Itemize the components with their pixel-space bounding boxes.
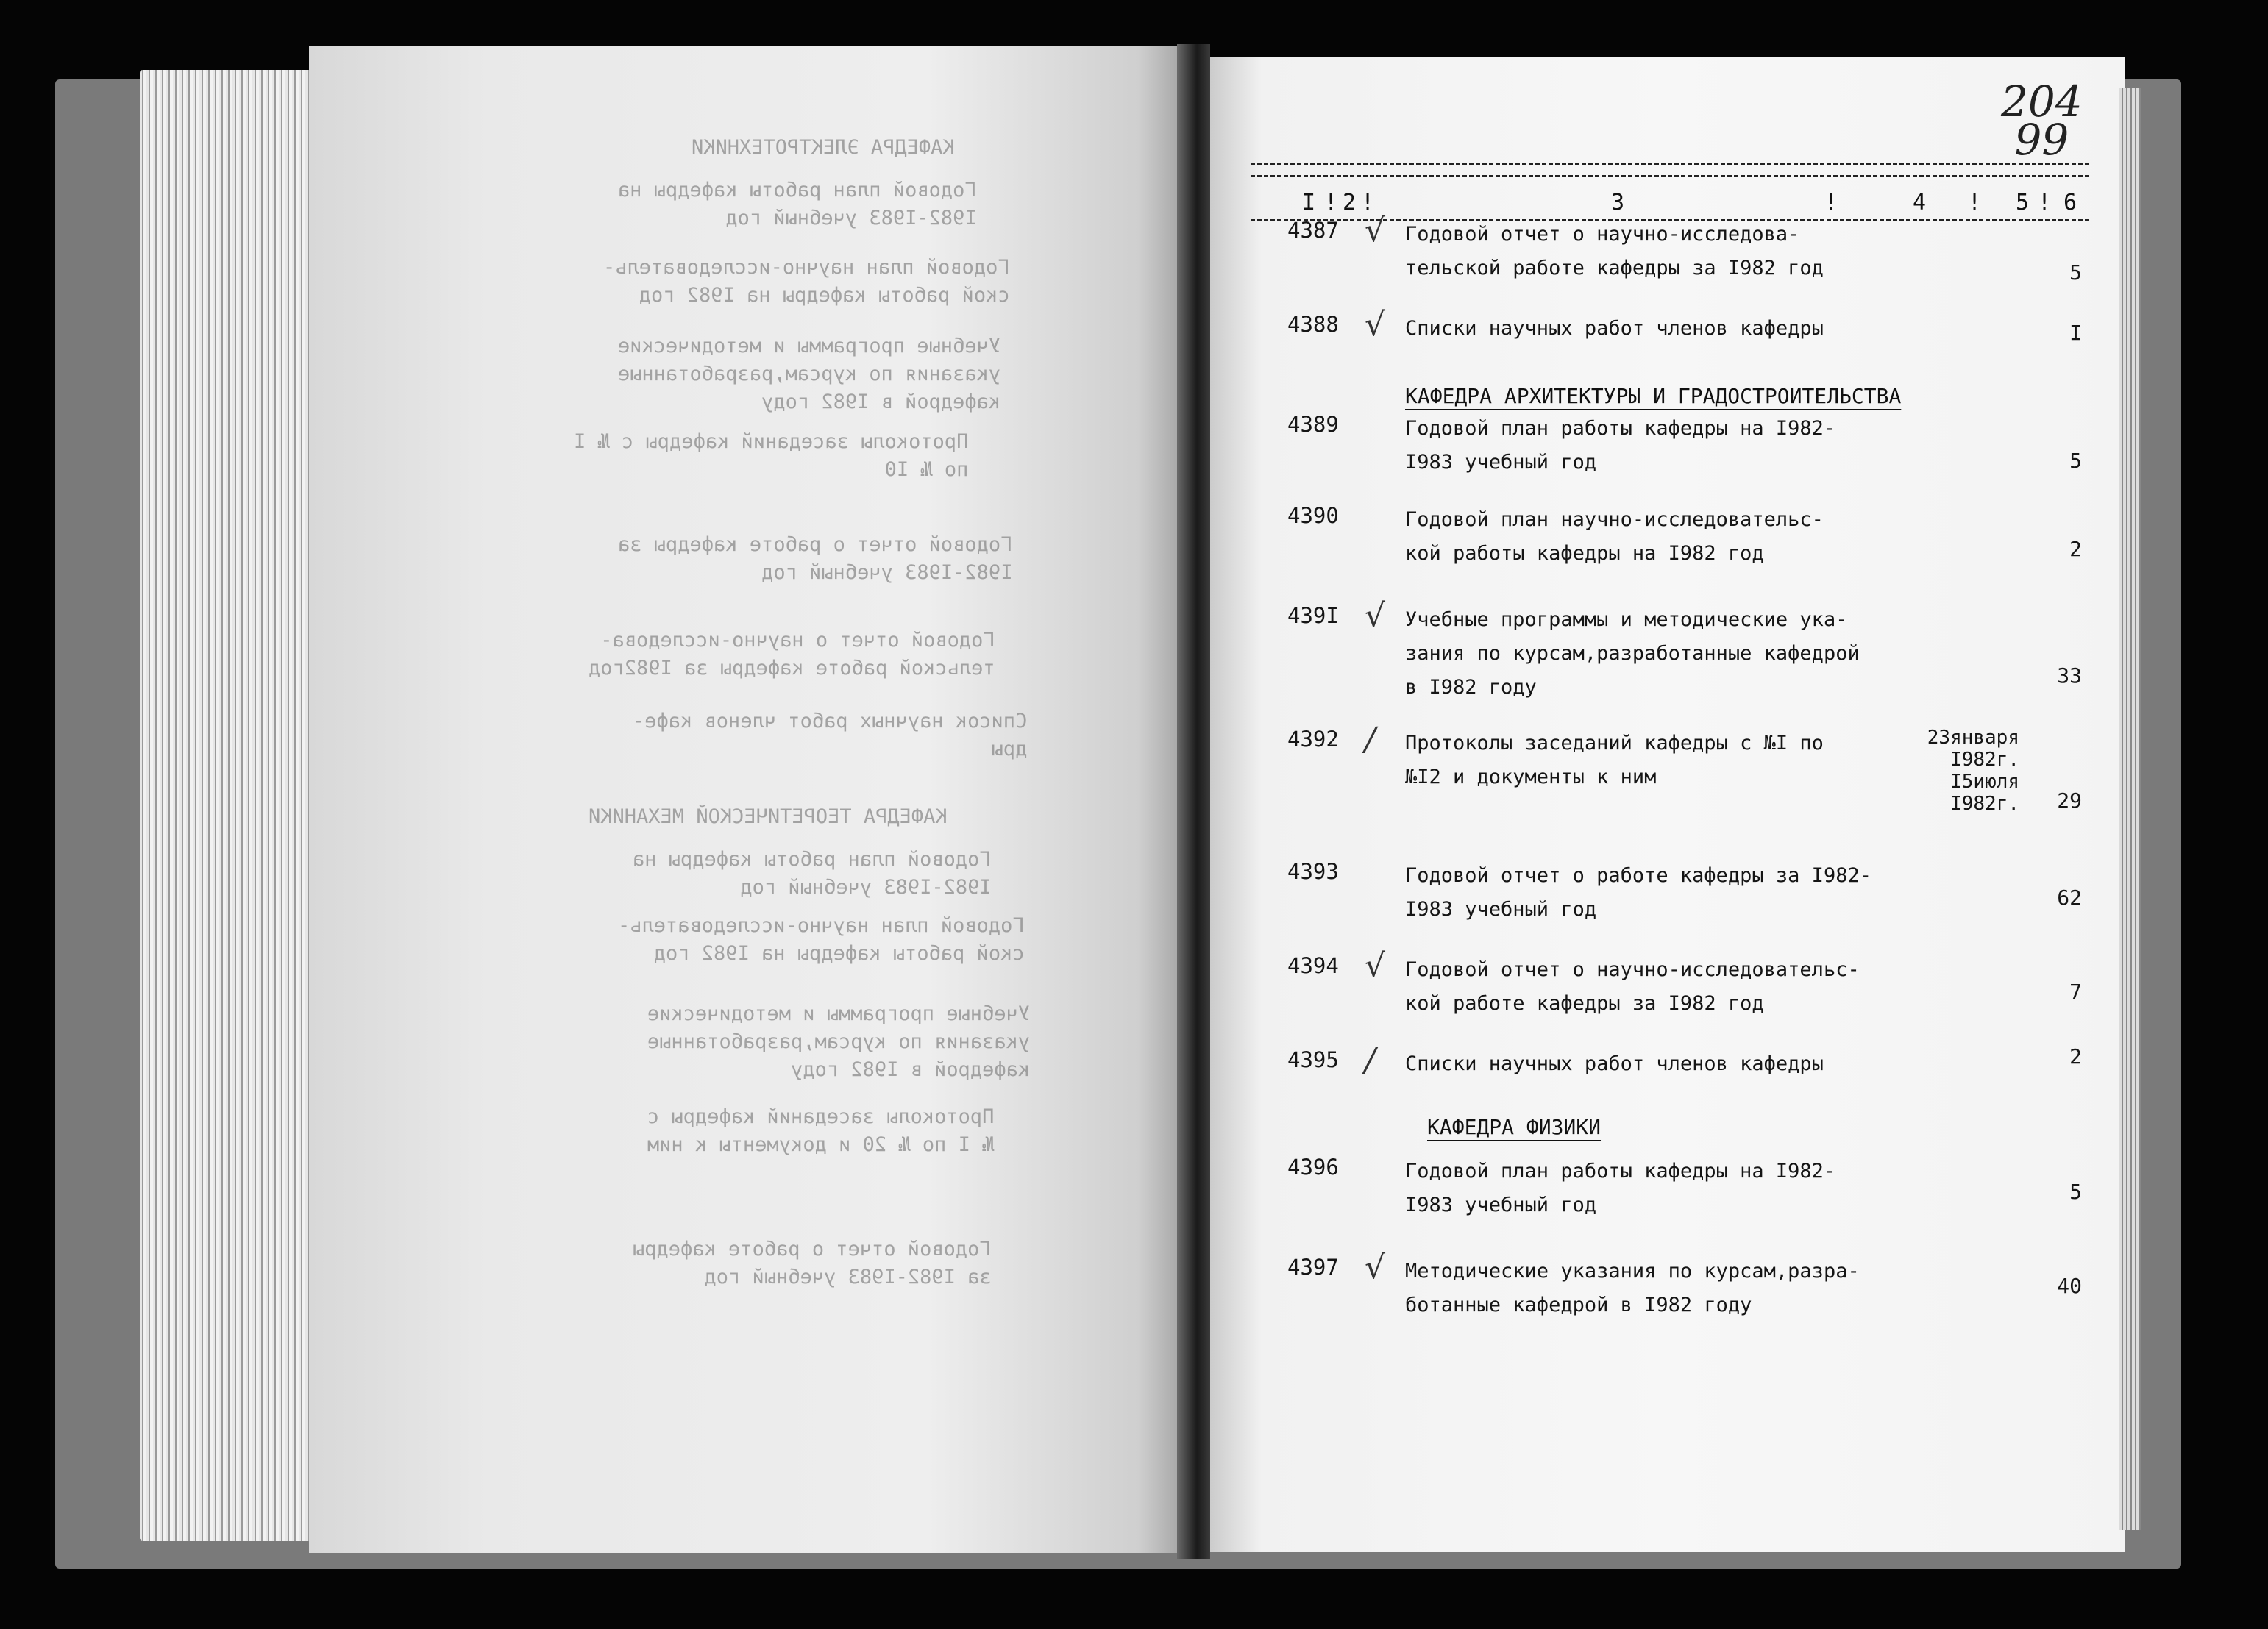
item-number: 4392 bbox=[1287, 727, 1339, 752]
item-pages: 2 bbox=[2069, 537, 2082, 561]
check-mark-icon: √ bbox=[1365, 947, 1386, 985]
item-pages: 62 bbox=[2057, 885, 2082, 910]
item-title: Протоколы заседаний кафедры с №I по №I2 и документы к ним bbox=[1405, 732, 1824, 788]
item-number: 439I bbox=[1287, 603, 1339, 628]
bleed-text: Годовой план работы кафедры на I982-I983 учебный год bbox=[618, 179, 977, 229]
item-title: Методические указания по курсам,разра- ботанные кафедрой в I982 году bbox=[1405, 1260, 1860, 1316]
page-edges bbox=[140, 70, 324, 1541]
bleed-text: Протоколы заседаний кафедры с № I по № 20 и документы к ним bbox=[647, 1105, 995, 1156]
header-rule-top bbox=[1251, 175, 2089, 177]
item-number: 4395 bbox=[1287, 1047, 1339, 1072]
item-title: Годовой отчет о работе кафедры за I982- I983 учебный год bbox=[1405, 864, 1871, 921]
book-gutter bbox=[1177, 44, 1210, 1559]
item-title: Списки научных работ членов кафедры bbox=[1405, 1052, 1824, 1075]
bleed-text: Список научных работ членов кафе- дры bbox=[633, 710, 1028, 760]
column-header: I ! 2 ! 3 ! 4 ! 5 ! 6 bbox=[1302, 190, 2077, 215]
bleed-text: КАФЕДРА ЭЛЕКТРОТЕХНИКИ bbox=[692, 136, 955, 159]
section-heading: КАФЕДРА ФИЗИКИ bbox=[1427, 1115, 1602, 1139]
item-pages: 2 bbox=[2069, 1044, 2082, 1069]
item-number: 4387 bbox=[1287, 218, 1339, 243]
item-pages: 5 bbox=[2069, 260, 2082, 285]
item-number: 4394 bbox=[1287, 953, 1339, 978]
right-page-edges bbox=[2119, 88, 2141, 1530]
item-title: Годовой отчет о научно-исследова- тельской работе кафедры за I982 год bbox=[1405, 223, 1824, 279]
check-mark-icon: √ bbox=[1365, 1249, 1386, 1286]
item-pages: 7 bbox=[2069, 980, 2082, 1004]
item-title: Списки научных работ членов кафедры bbox=[1405, 317, 1824, 340]
item-pages: 33 bbox=[2057, 663, 2082, 688]
bleed-text: Протоколы заседаний кафедры с № I по № I0 bbox=[574, 430, 969, 481]
item-number: 4390 bbox=[1287, 503, 1339, 528]
item-pages: 5 bbox=[2069, 1180, 2082, 1204]
item-number: 4393 bbox=[1287, 859, 1339, 884]
bleed-text: Годовой отчет о научно-исследова- тельской работе кафедры за I982год bbox=[589, 629, 995, 680]
item-title: Годовой план работы кафедры на I982- I983 учебный год bbox=[1405, 1160, 1836, 1216]
page-number: 204 99 bbox=[2001, 76, 2083, 165]
bleed-text: Учебные программы и методические указания по курсам,разработанные кафедрой в I982 году bbox=[647, 1002, 1031, 1081]
header-rule-top bbox=[1251, 163, 2089, 165]
bleed-text: Годовой план научно-исследователь- ской работы кафедры на I982 год bbox=[603, 256, 1010, 307]
item-dates: 23января I982г. I5июля I982г. bbox=[1927, 727, 2019, 815]
check-mark-icon: √ bbox=[1365, 212, 1386, 249]
item-title: Годовой план работы кафедры на I982- I983 учебный год bbox=[1405, 417, 1836, 474]
bleed-text: Годовой отчет о работе кафедры за I982-I983 учебный год bbox=[618, 533, 1013, 584]
bleed-text: Учебные программы и методические указания по курсам,разработанные кафедрой в I982 году bbox=[618, 335, 1001, 413]
item-number: 4397 bbox=[1287, 1255, 1339, 1280]
item-title: Учебные программы и методические ука- зания по курсам,разработанные кафедрой в I982 году bbox=[1405, 608, 1860, 699]
item-pages: 5 bbox=[2069, 449, 2082, 473]
item-title: Годовой план научно-исследовательс- кой работы кафедры на I982 год bbox=[1405, 508, 1824, 565]
item-pages: I bbox=[2069, 321, 2082, 345]
bleed-text: Годовой план научно-исследователь- ской работы кафедры на I982 год bbox=[618, 914, 1025, 965]
item-number: 4388 bbox=[1287, 312, 1339, 337]
item-pages: 29 bbox=[2057, 788, 2082, 813]
section-heading: КАФЕДРА АРХИТЕКТУРЫ И ГРАДОСТРОИТЕЛЬСТВА bbox=[1405, 384, 1902, 408]
item-pages: 40 bbox=[2057, 1274, 2082, 1298]
bleed-text: КАФЕДРА ТЕОРЕТИЧЕСКОЙ МЕХАНИКИ bbox=[589, 805, 948, 828]
check-mark-icon: √ bbox=[1365, 597, 1386, 635]
bleed-text: Годовой отчет о работе кафедры за I982-I983 учебный год bbox=[633, 1238, 992, 1288]
check-mark-icon: / bbox=[1365, 721, 1376, 758]
bleed-text: Годовой план работы кафедры на I982-I983 учебный год bbox=[633, 848, 992, 899]
item-title: Годовой отчет о научно-исследовательс- кой работе кафедры за I982 год bbox=[1405, 958, 1860, 1015]
item-number: 4389 bbox=[1287, 412, 1339, 437]
item-number: 4396 bbox=[1287, 1155, 1339, 1180]
check-mark-icon: / bbox=[1365, 1041, 1376, 1079]
check-mark-icon: √ bbox=[1365, 306, 1386, 343]
